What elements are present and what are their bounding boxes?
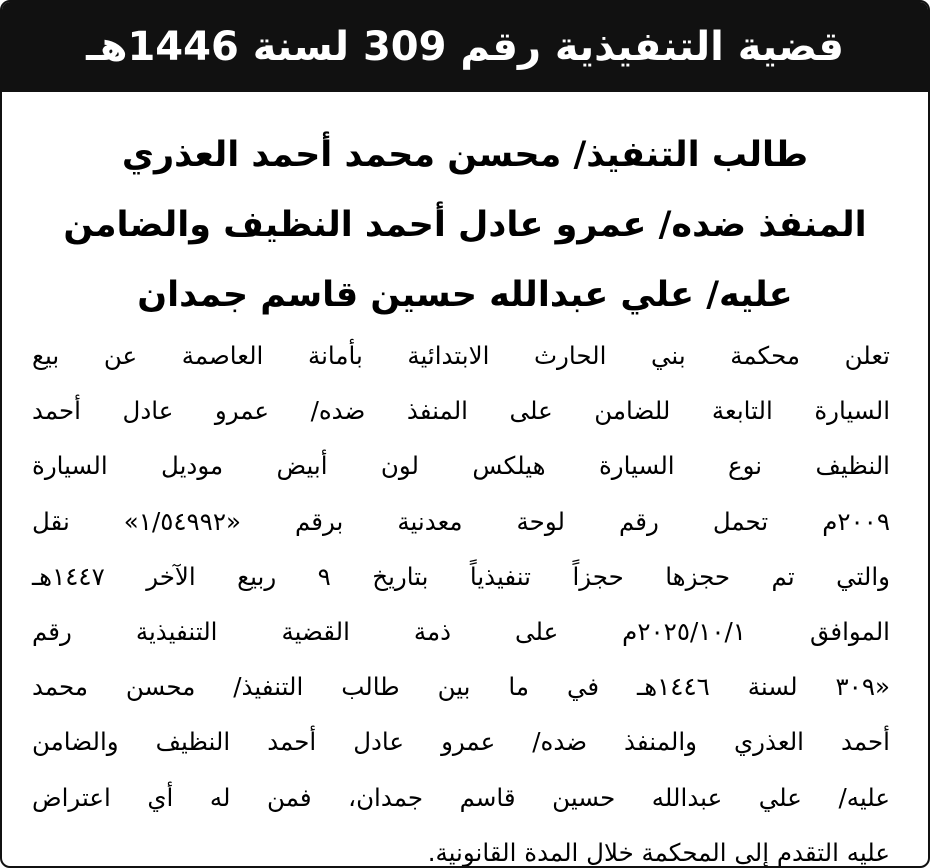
title-bar bbox=[2, 2, 928, 92]
notice-title: قضية التنفيذية رقم 309 لسنة 1446هـ bbox=[86, 24, 844, 70]
parties-block bbox=[2, 120, 928, 330]
body-line: النظيف نوع السيارة هيلكس لون أبيض موديل السيارة bbox=[32, 451, 890, 481]
party-line-requester: طالب التنفيذ/ محسن محمد أحمد العذري bbox=[121, 135, 809, 175]
body-line: أحمد العذري والمنفذ ضده/ عمرو عادل أحمد النظيف والضامن bbox=[32, 727, 890, 757]
body-line: عليه التقدم إلى المحكمة خلال المدة القانونية. bbox=[427, 837, 890, 867]
body-line: تعلن محكمة بني الحارث الابتدائية بأمانة العاصمة عن بيع bbox=[32, 341, 890, 370]
body-line: الموافق ٢٠٢٥/١٠/١م على ذمة القضية التنفيذية رقم bbox=[32, 616, 890, 646]
body-line: عليه/ علي عبدالله حسين قاسم جمدان، فمن له أي اعتراض bbox=[32, 782, 890, 812]
party-line-defendant: المنفذ ضده/ عمرو عادل أحمد النظيف والضامن bbox=[63, 205, 867, 245]
notice-body bbox=[32, 328, 890, 868]
body-line: السيارة التابعة للضامن على المنفذ ضده/ عمرو عادل أحمد bbox=[32, 396, 890, 426]
body-line: والتي تم حجزها حجزاً تنفيذياً بتاريخ ٩ ربيع الآخر ١٤٤٧هـ bbox=[32, 561, 891, 591]
party-line-guarantor: عليه/ علي عبدالله حسين قاسم جمدان bbox=[137, 275, 793, 315]
body-line: «٣٠٩ لسنة ١٤٤٦هـ في ما بين طالب التنفيذ/ محسن محمد bbox=[32, 672, 890, 702]
body-line: ٢٠٠٩م تحمل رقم لوحة معدنية برقم «١/٥٤٩٩٢» نقل bbox=[32, 506, 890, 536]
